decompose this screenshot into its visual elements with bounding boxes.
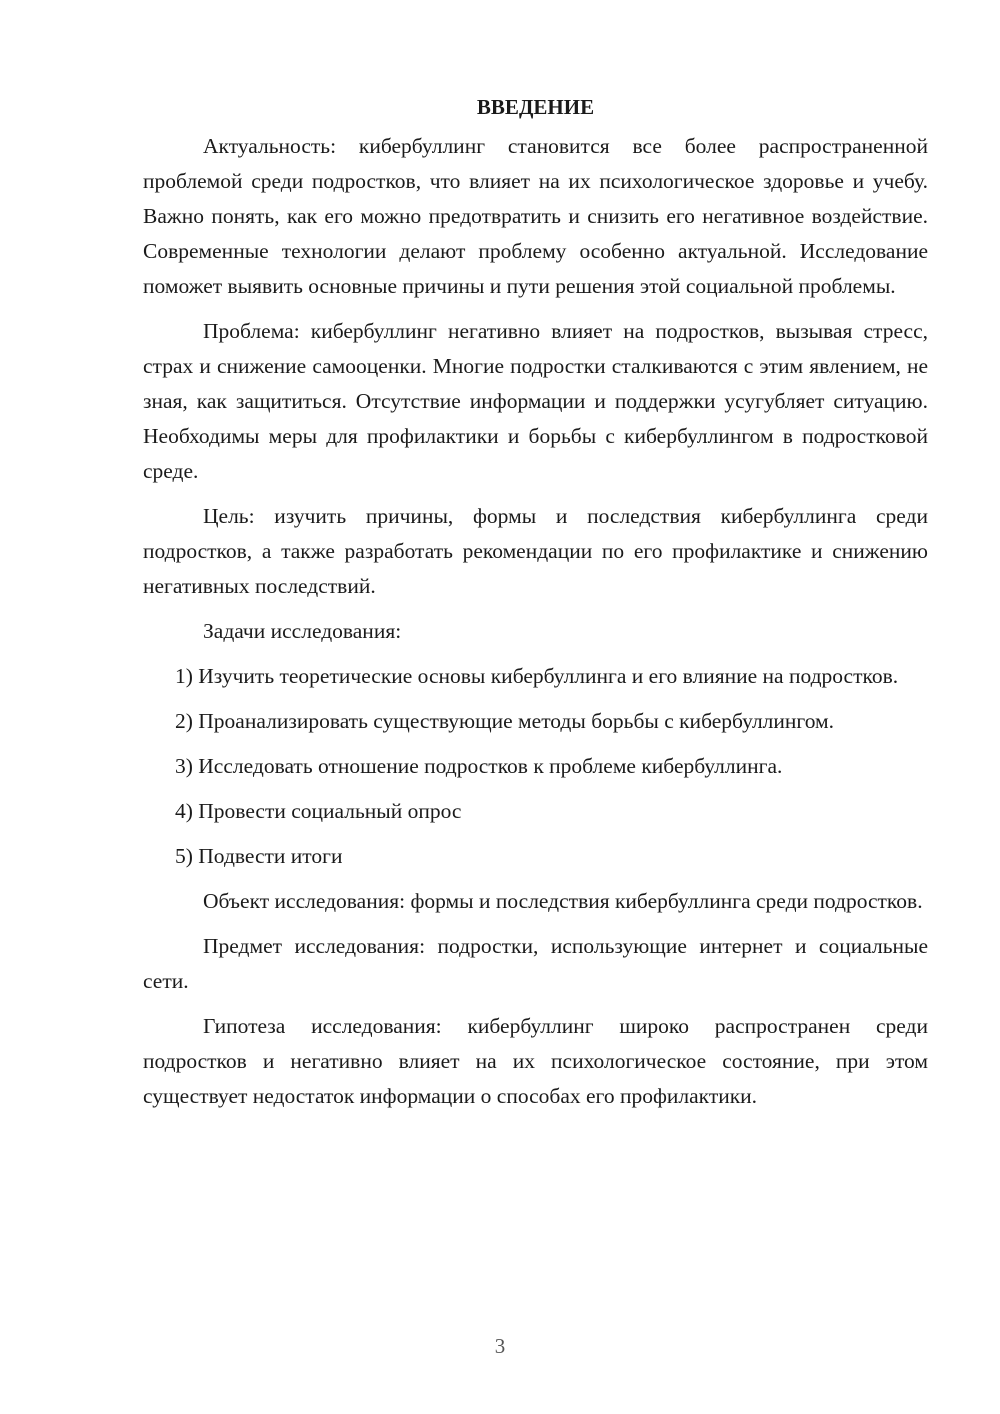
list-item: 2) Проанализировать существующие методы борьбы с кибербуллингом. — [175, 709, 835, 733]
list-item: 4) Провести социальный опрос — [175, 799, 462, 823]
tasks-list — [143, 659, 928, 874]
document-page — [143, 90, 928, 1124]
paragraph-object: Объект исследования: формы и последствия кибербуллинга среди подростков. — [203, 889, 923, 913]
list-item: 1) Изучить теоретические основы кибербуллинга и его влияние на подростков. — [175, 664, 899, 688]
page-title: ВВЕДЕНИЕ — [476, 95, 595, 119]
paragraph-goal: Цель: изучить причины, формы и последствия кибербуллинга среди подростков, а также разработать рекомендации по его профилактике и снижению негативных последствий. — [143, 504, 928, 598]
paragraph-tasks-heading: Задачи исследования: — [203, 619, 402, 643]
paragraph-relevance: Актуальность: кибербуллинг становится все более распространенной проблемой среди подростков, что влияет на их психологическое здоровье и учебу. Важно понять, как его можно предотвратить и снизить его негативное воздействие. Современные технологии делают проблему особенно актуальной. Исследование поможет выявить основные причины и пути решения этой социальной проблемы. — [143, 134, 928, 298]
list-item: 3) Исследовать отношение подростков к проблеме кибербуллинга. — [175, 754, 783, 778]
paragraph-subject: Предмет исследования: подростки, использующие интернет и социальные сети. — [143, 934, 928, 993]
page-number: 3 — [494, 1334, 506, 1358]
paragraph-problem: Проблема: кибербуллинг негативно влияет на подростков, вызывая стресс, страх и снижение самооценки. Многие подростки сталкиваются с этим явлением, не зная, как защититься. Отсутствие информации и поддержки усугубляет ситуацию. Необходимы меры для профилактики и борьбы с кибербуллингом в подростковой среде. — [143, 319, 928, 483]
list-item: 5) Подвести итоги — [175, 844, 343, 868]
paragraph-hypothesis: Гипотеза исследования: кибербуллинг широко распространен среди подростков и негативно влияет на их психологическое состояние, при этом существует недостаток информации о способах его профилактики. — [143, 1014, 928, 1108]
